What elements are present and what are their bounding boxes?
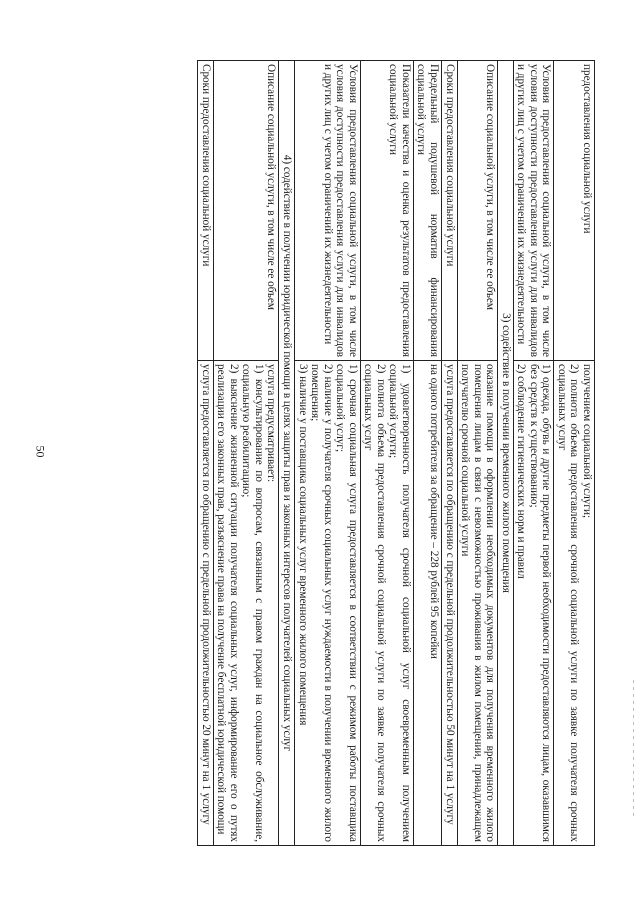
table-row	[198, 61, 214, 846]
content-line: услуга предусматривает:	[265, 364, 278, 483]
content-line: 2) выяснение жизненной ситуации получателя социальных услуг, информирование его о путях реализации его законных прав, разъяснение права на получение бесплатной юридической помощи	[215, 364, 240, 842]
table-row	[513, 61, 554, 846]
scan-edge-mark	[633, 680, 634, 820]
row-label: предоставления социальной услуги	[554, 61, 595, 361]
content-line: 3) наличие у поставщика социальных услуг временного жилого помещения	[296, 364, 309, 726]
row-label: Описание социальной услуги, в том числе ее объем	[213, 61, 279, 361]
rotated-table-area	[55, 60, 595, 845]
content-line: 2) полнота объема предоставления срочной социальной услуги по заявке получателя срочных социальных услуг	[555, 364, 581, 842]
page-number: 50	[33, 445, 48, 458]
row-content	[441, 361, 457, 846]
content-line: услуга предоставляется по обращению с предельной продолжительностью 20 минут на 1 услугу	[199, 364, 212, 825]
content-line: оказание помощи в оформлении необходимых документов для получения временного жилого помещения лицам в связи с невозможностью проживания в жилом помещении, принадлежащем получателю срочной социальной услуги	[459, 364, 497, 842]
table-row	[213, 61, 279, 846]
table-row	[457, 61, 498, 846]
row-content	[198, 361, 214, 846]
row-content	[554, 361, 595, 846]
content-line: услуга предоставляется по обращению с предельной продолжительностью 50 минут на 1 услугу	[443, 364, 456, 825]
content-line: 1) срочная социальная услуга предоставляется в соответствии с режимом работы поставщика социальной услуг;	[334, 364, 359, 842]
content-line: 1) консультирование по вопросам, связанным с правом граждан на социальное обслуживание, социальную реабилитацию;	[240, 364, 265, 842]
row-label: Описание социальной услуги, в том числе ее объем	[457, 61, 498, 361]
row-label: Условия предоставления социальной услуги, в том числе условия доступности предоставления услуги для инвалидов и других лиц с учетом ограничений их жизнедеятельности	[513, 61, 554, 361]
row-content	[513, 361, 554, 846]
row-content	[294, 361, 360, 846]
content-line: 2) соблюдение гигиенических норм и правил	[515, 364, 528, 579]
row-label: Предельный подушевой норматив финансирования социальной услуги	[413, 61, 441, 361]
table-row	[413, 61, 441, 846]
row-label: Сроки предоставления социальной услуги	[198, 61, 214, 361]
table-row	[441, 61, 457, 846]
content-line: 2) наличие у получателя срочных социальных услуг нуждаемости в получении временного жилого помещения;	[309, 364, 334, 842]
table-container	[55, 60, 595, 845]
row-content	[213, 361, 279, 846]
section-header-row	[498, 61, 514, 846]
section-title: 3) содействие в получении временного жилого помещения	[498, 61, 514, 846]
table-row	[294, 61, 360, 846]
row-label: Условия предоставления социальной услуги, в том числе условия доступности предоставления услуги для инвалидов и других лиц с учетом ограничений их жизнедеятельности	[294, 61, 360, 361]
content-line: 1) одежда, обувь и другие предметы первой необходимости предоставляются лицам, оказавшимся без средств к существованию;	[527, 364, 553, 842]
row-content	[413, 361, 441, 846]
table-row	[554, 61, 595, 846]
row-label: Сроки предоставления социальной услуги	[441, 61, 457, 361]
content-line: на одного потребителя за обращение – 228 рублей 95 копейки	[427, 364, 440, 659]
table-row	[360, 61, 413, 846]
content-line: 2) полнота объема предоставления срочной социальной услуги по заявке получателя срочных социальных услуг	[362, 364, 387, 842]
section-title: 4) содействие в получении юридической помощи в целях защиты прав и законных интересов получателей социальных услуг	[279, 61, 295, 846]
content-line: получением социальной услуги;	[581, 364, 593, 519]
services-table	[197, 60, 595, 846]
row-label: Показатели качества и оценка результатов предоставления социальной услуги	[360, 61, 413, 361]
row-content	[360, 361, 413, 846]
row-content	[457, 361, 498, 846]
section-header-row	[279, 61, 295, 846]
content-line: 1) удовлетворенность получателя срочной социальной услуг своевременным получением социальной услуги;	[387, 364, 412, 842]
